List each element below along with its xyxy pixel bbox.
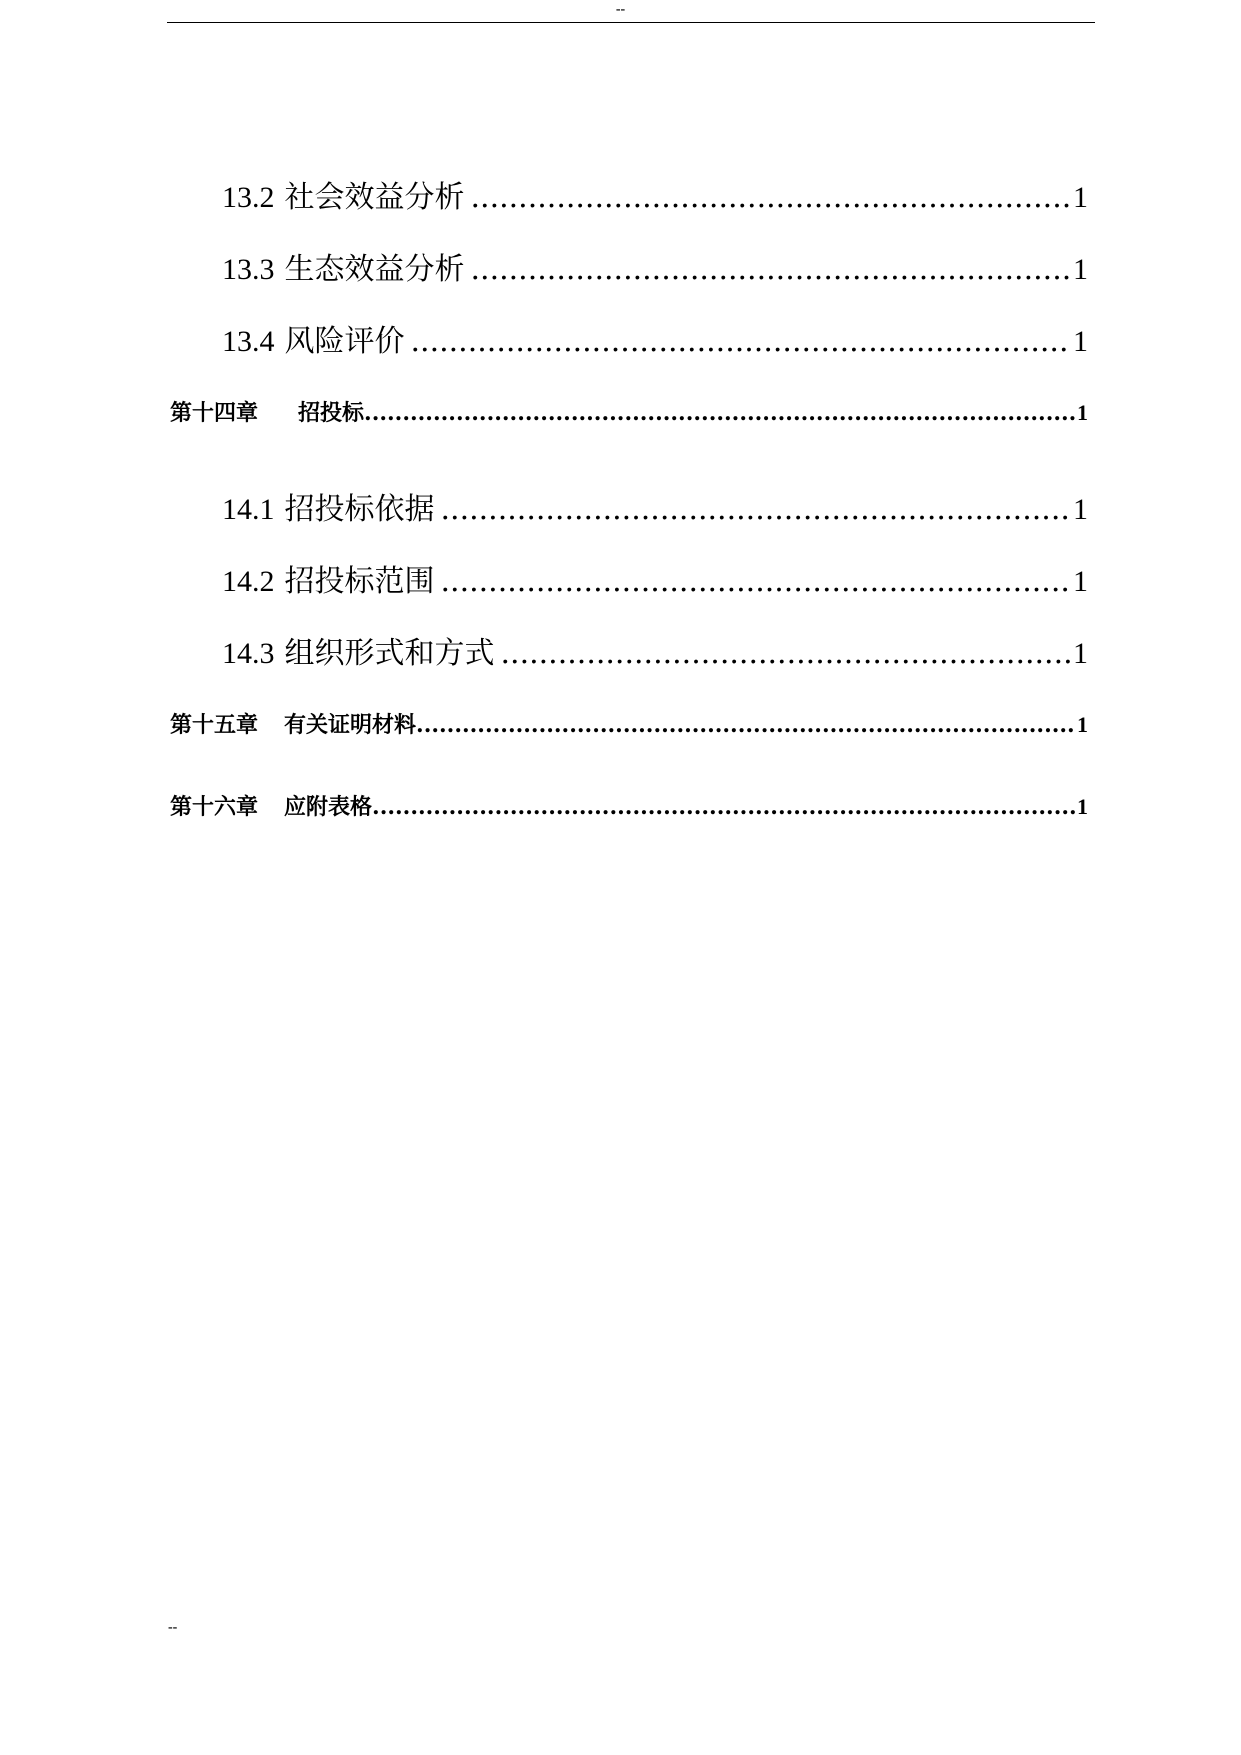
toc-entry-chapter-15[interactable] bbox=[170, 708, 1088, 738]
header-rule bbox=[167, 22, 1095, 23]
toc-title: 生态效益分析 bbox=[284, 252, 465, 284]
toc-number: 13.3 bbox=[222, 253, 275, 284]
page-header-mark: -- bbox=[615, 2, 626, 17]
toc-page-number: 1 bbox=[1077, 400, 1088, 425]
toc-page-number: 1 bbox=[1073, 565, 1088, 596]
toc-chapter-number: 第十六章 bbox=[170, 794, 259, 820]
toc-dot-leader bbox=[501, 636, 1072, 668]
toc-chapter-number: 第十四章 bbox=[170, 400, 259, 426]
toc-entry-14-3[interactable] bbox=[222, 628, 1088, 668]
toc-number: 13.2 bbox=[222, 181, 275, 212]
toc-page-number: 1 bbox=[1073, 253, 1088, 284]
toc-entry-13-2[interactable] bbox=[222, 172, 1088, 212]
page-footer-mark: -- bbox=[168, 1620, 178, 1635]
toc-number: 13.4 bbox=[222, 325, 275, 356]
toc-page-number: 1 bbox=[1073, 493, 1088, 524]
toc-number: 14.3 bbox=[222, 637, 275, 668]
toc-entry-13-4[interactable] bbox=[222, 316, 1088, 356]
toc-dot-leader bbox=[416, 712, 1075, 738]
toc-page-number: 1 bbox=[1073, 637, 1088, 668]
toc-title: 应附表格 bbox=[284, 794, 373, 820]
toc-chapter-number: 第十五章 bbox=[170, 712, 259, 738]
toc-number: 14.2 bbox=[222, 565, 275, 596]
toc-page-number: 1 bbox=[1077, 794, 1088, 819]
toc-entry-14-2[interactable] bbox=[222, 556, 1088, 596]
toc-page-number: 1 bbox=[1077, 712, 1088, 737]
toc-title: 招投标 bbox=[298, 400, 365, 426]
toc-entry-chapter-14[interactable] bbox=[170, 396, 1088, 426]
toc-dot-leader bbox=[441, 492, 1072, 524]
toc-title: 招投标依据 bbox=[284, 492, 435, 524]
toc-title: 有关证明材料 bbox=[284, 712, 417, 738]
toc-title: 组织形式和方式 bbox=[284, 636, 495, 668]
toc-page-number: 1 bbox=[1073, 181, 1088, 212]
toc-page-number: 1 bbox=[1073, 325, 1088, 356]
toc-dot-leader bbox=[372, 794, 1075, 820]
toc-title: 风险评价 bbox=[284, 324, 405, 356]
toc-entry-13-3[interactable] bbox=[222, 244, 1088, 284]
toc-dot-leader bbox=[364, 400, 1075, 426]
toc-dot-leader bbox=[441, 564, 1072, 596]
toc-title: 社会效益分析 bbox=[284, 180, 465, 212]
toc-number: 14.1 bbox=[222, 493, 275, 524]
toc-dot-leader bbox=[471, 180, 1072, 212]
toc-dot-leader bbox=[471, 252, 1072, 284]
toc-title: 招投标范围 bbox=[284, 564, 435, 596]
toc-entry-14-1[interactable] bbox=[222, 484, 1088, 524]
toc-dot-leader bbox=[411, 324, 1072, 356]
toc-entry-chapter-16[interactable] bbox=[170, 790, 1088, 820]
